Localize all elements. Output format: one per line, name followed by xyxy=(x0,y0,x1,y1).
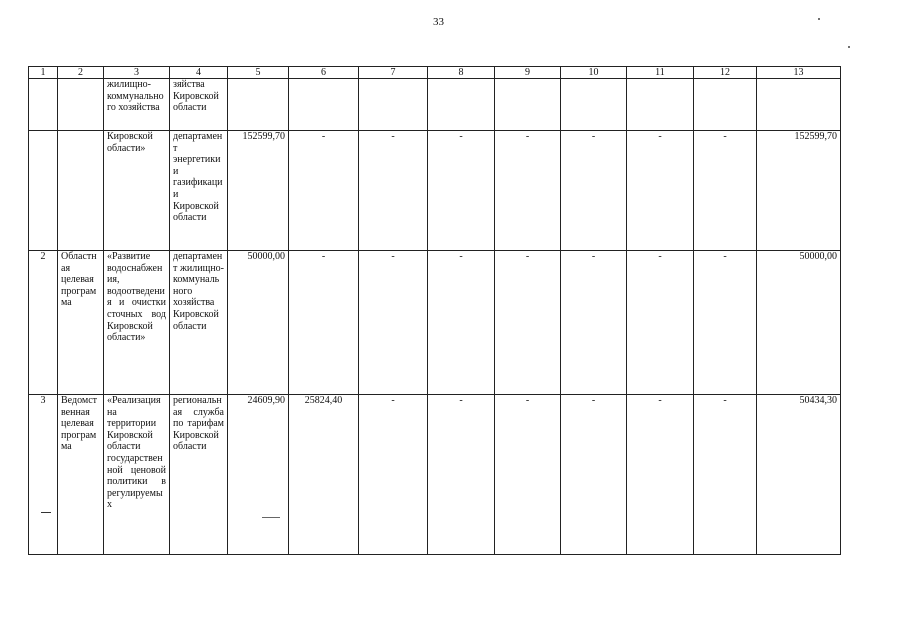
table-cell: Ведомственная целевая программа xyxy=(58,395,104,555)
table-cell: - xyxy=(627,131,694,251)
table-cell xyxy=(757,79,841,131)
table-cell: - xyxy=(359,131,428,251)
table-cell: Областная целевая программа xyxy=(58,251,104,395)
table-cell: - xyxy=(359,251,428,395)
column-header: 13 xyxy=(757,67,841,79)
table-cell: 3 xyxy=(29,395,58,555)
page-number: 33 xyxy=(433,16,444,28)
table-cell xyxy=(29,79,58,131)
table-cell: - xyxy=(289,131,359,251)
scan-speck xyxy=(818,18,820,20)
table-cell: зяйства Кировской области xyxy=(170,79,228,131)
column-header: 2 xyxy=(58,67,104,79)
table-header-row xyxy=(29,67,841,79)
column-header: 10 xyxy=(561,67,627,79)
table-cell: - xyxy=(694,131,757,251)
table-cell xyxy=(359,79,428,131)
table-cell xyxy=(29,131,58,251)
table-cell: 50000,00 xyxy=(757,251,841,395)
table-cell xyxy=(627,79,694,131)
table-cell: 25824,40 xyxy=(289,395,359,555)
table-cell: - xyxy=(359,395,428,555)
table-cell: региональная служба по тарифам Кировской области xyxy=(170,395,228,555)
column-header: 4 xyxy=(170,67,228,79)
table-cell: департамент энергетики и газификации Кировской области xyxy=(170,131,228,251)
table-cell: 24609,90 xyxy=(228,395,289,555)
table-cell: - xyxy=(428,395,495,555)
column-header: 7 xyxy=(359,67,428,79)
table-cell: - xyxy=(428,131,495,251)
table-cell: департамент жилищно-коммунального хозяйства Кировской области xyxy=(170,251,228,395)
table-cell: - xyxy=(428,251,495,395)
table-cell: - xyxy=(561,251,627,395)
table-cell xyxy=(694,79,757,131)
column-header: 11 xyxy=(627,67,694,79)
table-cell xyxy=(428,79,495,131)
table-cell xyxy=(561,79,627,131)
table-row xyxy=(29,79,841,131)
table-cell: - xyxy=(561,131,627,251)
column-header: 9 xyxy=(495,67,561,79)
column-header: 1 xyxy=(29,67,58,79)
table-row xyxy=(29,131,841,251)
table-cell: 152599,70 xyxy=(757,131,841,251)
table-cell xyxy=(289,79,359,131)
column-header: 3 xyxy=(104,67,170,79)
table-cell: 50000,00 xyxy=(228,251,289,395)
table-cell xyxy=(228,79,289,131)
table-cell: - xyxy=(694,395,757,555)
column-header: 6 xyxy=(289,67,359,79)
column-header: 5 xyxy=(228,67,289,79)
table-row xyxy=(29,395,841,555)
table-cell: 152599,70 xyxy=(228,131,289,251)
table-cell xyxy=(58,131,104,251)
table-cell: - xyxy=(495,131,561,251)
table-cell: - xyxy=(289,251,359,395)
table-cell: - xyxy=(627,395,694,555)
table-cell: - xyxy=(627,251,694,395)
table-cell: 50434,30 xyxy=(757,395,841,555)
table-cell: - xyxy=(561,395,627,555)
table-row xyxy=(29,251,841,395)
table-cell: жилищно-коммунального хозяйства xyxy=(104,79,170,131)
table-cell: 2 xyxy=(29,251,58,395)
table-cell: Кировской области» xyxy=(104,131,170,251)
table-cell: «Развитие водоснабжения, водоотведения и очистки сточных вод Кировской области» xyxy=(104,251,170,395)
table-cell xyxy=(58,79,104,131)
column-header: 12 xyxy=(694,67,757,79)
table-cell xyxy=(495,79,561,131)
scan-speck xyxy=(848,46,850,48)
scan-mark xyxy=(41,512,51,513)
table-cell: - xyxy=(495,251,561,395)
scan-mark xyxy=(262,517,280,518)
table-cell: - xyxy=(694,251,757,395)
budget-table xyxy=(28,66,841,555)
column-header: 8 xyxy=(428,67,495,79)
table-cell: - xyxy=(495,395,561,555)
table-cell: «Реализация на территории Кировской области государственной ценовой политики в регулируемых xyxy=(104,395,170,555)
